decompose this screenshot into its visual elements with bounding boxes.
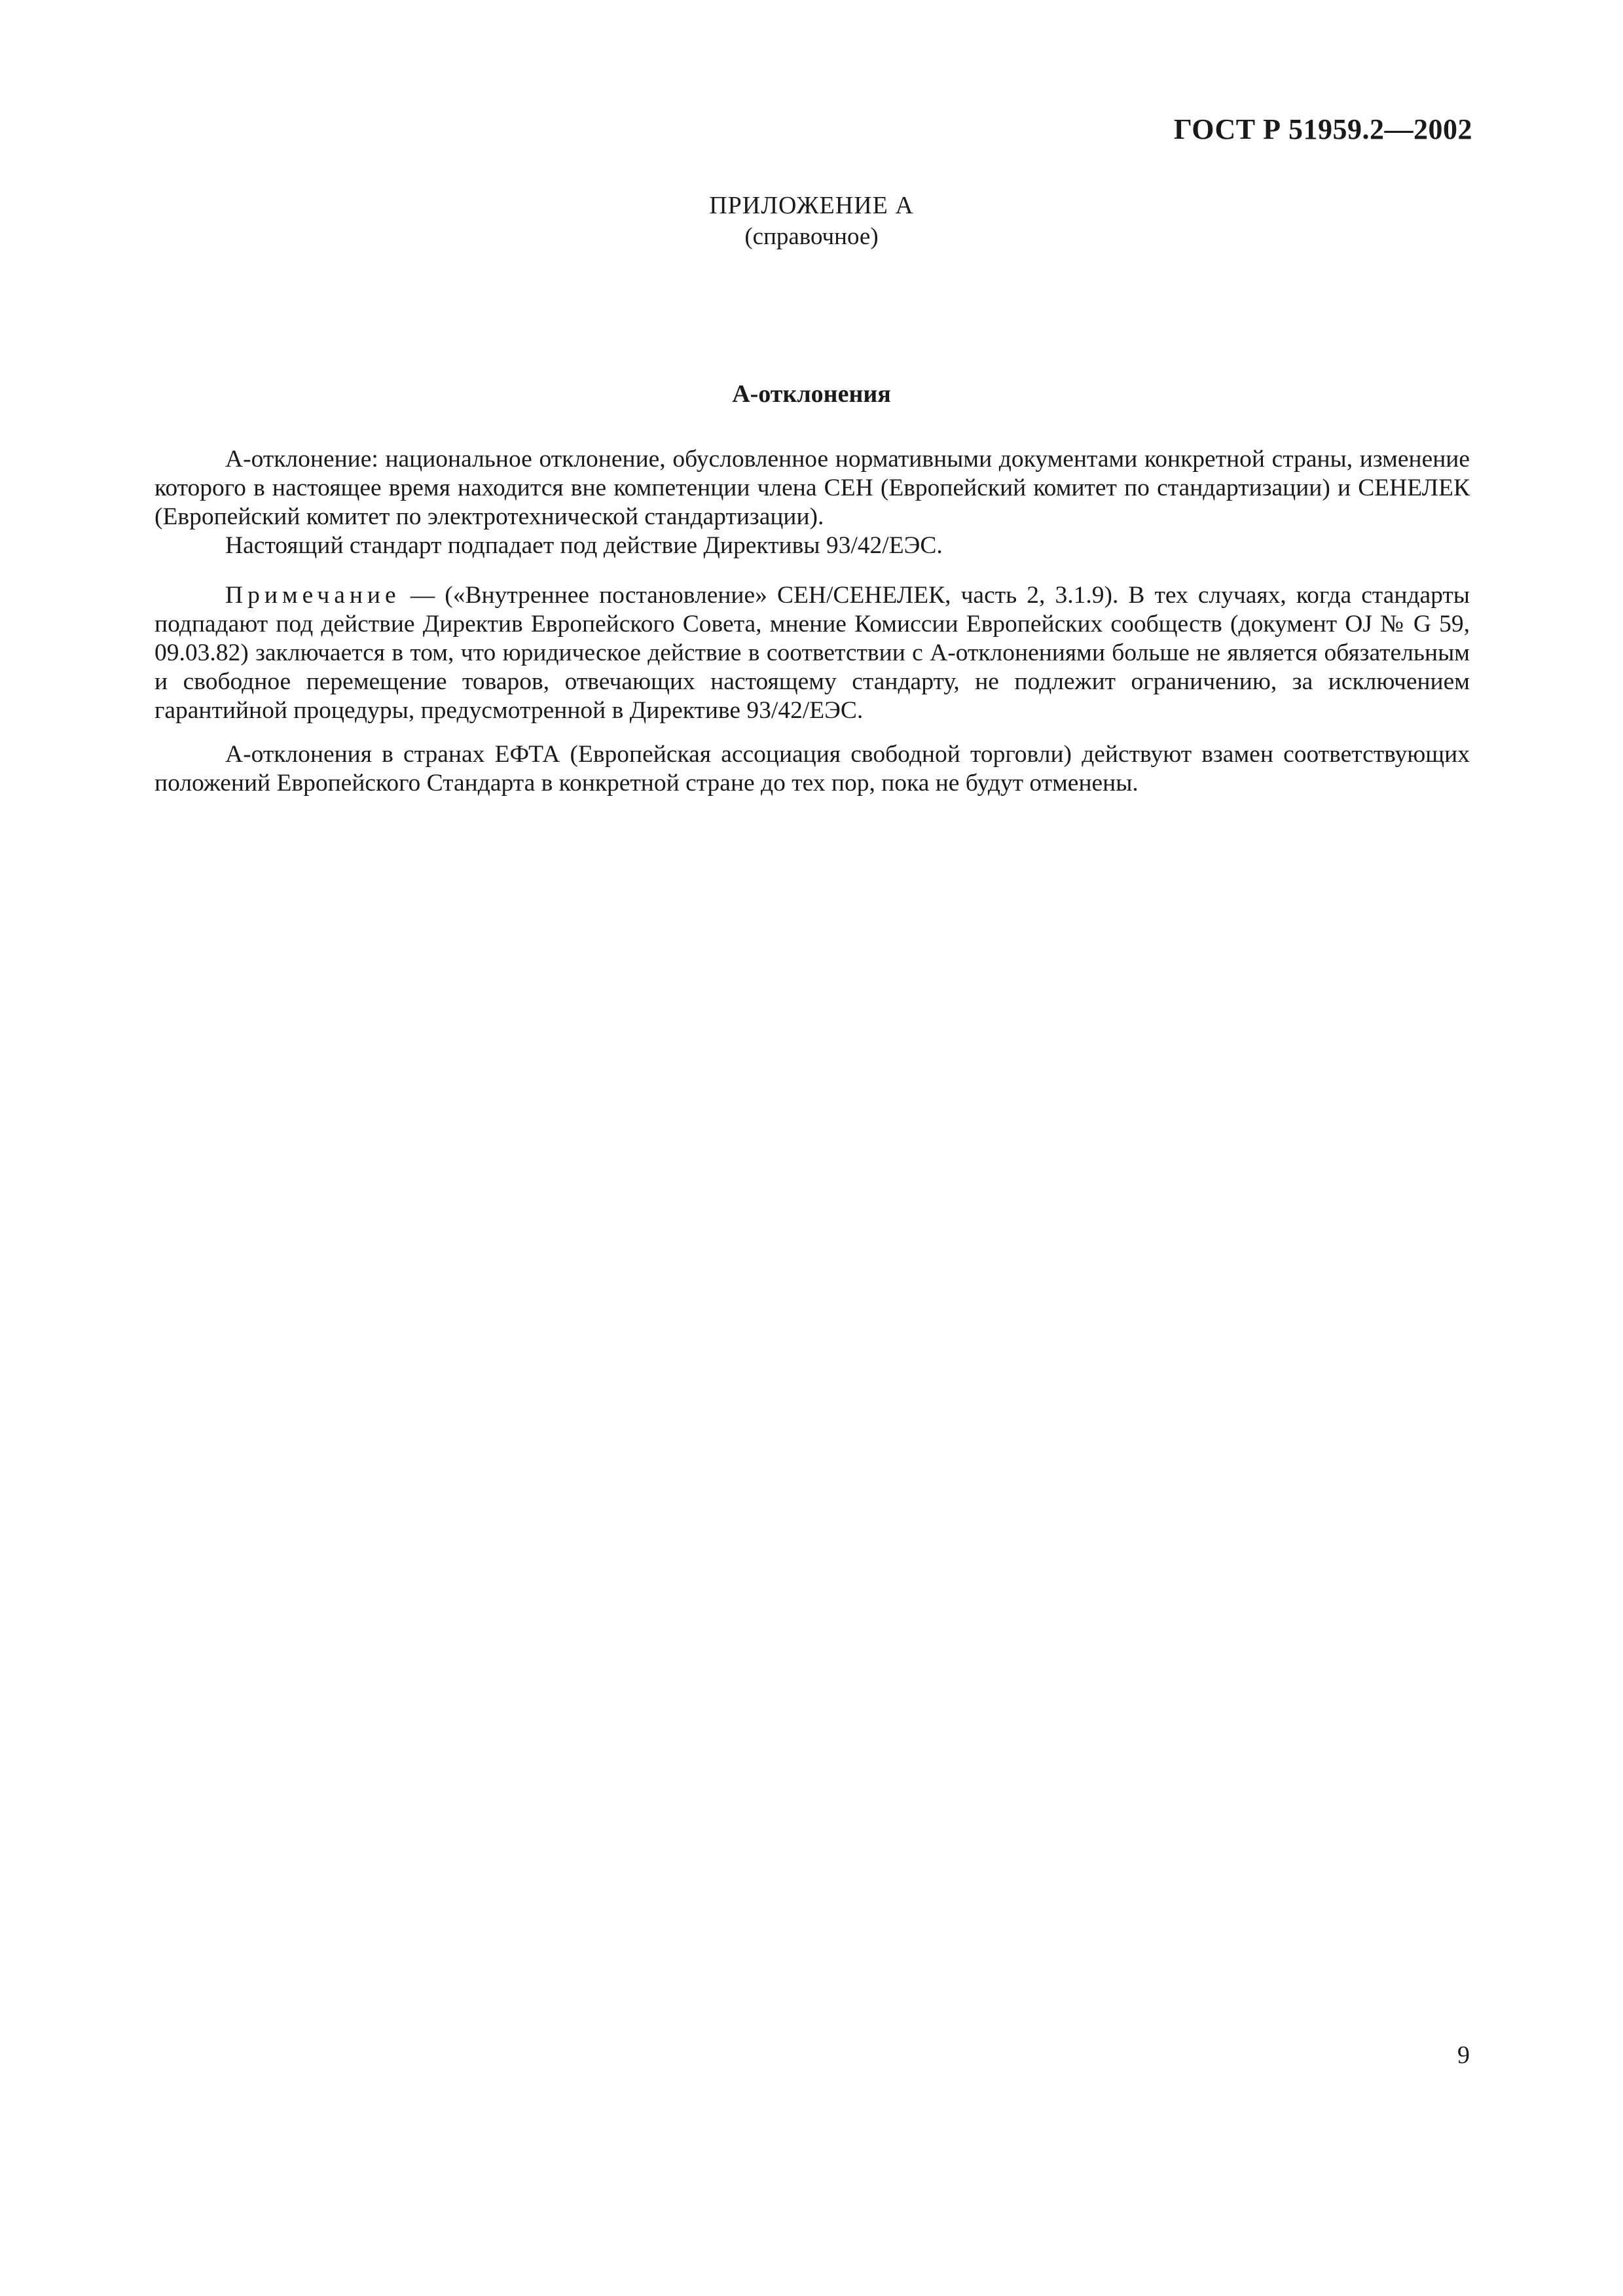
paragraph-text: Настоящий стандарт подпадает под действие Директивы 93/42/ЕЭС. xyxy=(225,532,943,559)
note-text-block xyxy=(155,581,1470,725)
paragraph-definition xyxy=(155,445,1470,531)
page-number: 9 xyxy=(1457,2041,1470,2069)
section-heading: А-отклонения xyxy=(732,380,891,408)
paragraph-text: А-отклонение: национальное отклонение, обусловленное нормативными документами конкретной страны, изменение которого в настоящее время находится вне компетенции члена СЕН (Европейский комитет по стандартизации) и СЕНЕЛЕК (Европейский комитет по электротехнической стандартизации). xyxy=(155,446,1470,530)
note-text: — («Внутреннее постановление» СЕН/СЕНЕЛЕК, часть 2, 3.1.9). В тех случаях, когда стандарты подпадают под действие Директив Европейского Совета, мнение Комиссии Европейских сообществ (документ OJ № G 59, 09.03.82) заключается в том, что юридическое действие в соответствии с А-отклонениями больше не является обязательным и свободное перемещение товаров, отвечающих настоящему стандарту, не подлежит ограничению, за исключением гарантийной процедуры, предусмотренной в Директиве 93/42/ЕЭС. xyxy=(155,582,1470,724)
note-paragraph xyxy=(155,581,1470,725)
paragraph-efta xyxy=(155,740,1470,798)
appendix-title: ПРИЛОЖЕНИЕ А xyxy=(709,192,914,219)
document-code: ГОСТ Р 51959.2—2002 xyxy=(1173,113,1472,145)
note-label: Примечание xyxy=(225,582,401,609)
appendix-subtitle: (справочное) xyxy=(744,223,879,250)
paragraph-text: А-отклонения в странах ЕФТА (Европейская ассоциация свободной торговли) действуют взамен соответствующих положений Европейского Стандарта в конкретной стране до тех пор, пока не будут отменены. xyxy=(155,741,1470,797)
paragraph-directive xyxy=(155,531,1470,560)
